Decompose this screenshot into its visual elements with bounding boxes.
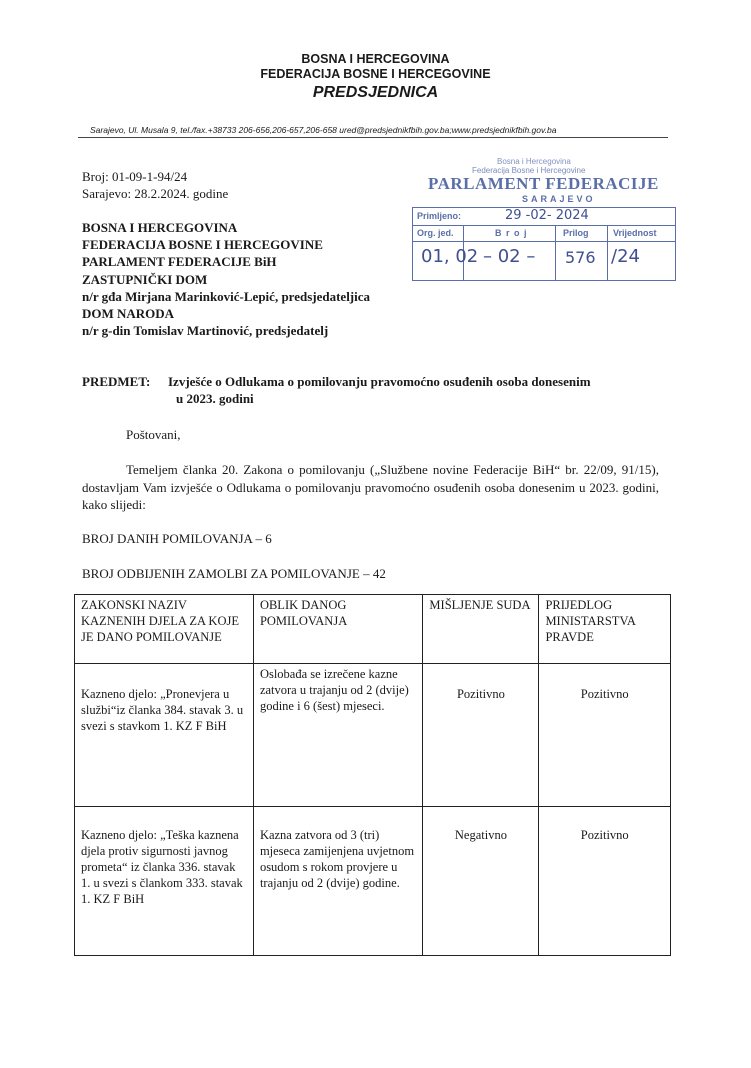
body-paragraph	[82, 461, 659, 514]
stamp-received-row	[413, 208, 675, 226]
body-text: Temeljem članka 20. Zakona o pomilovanju („Službene novine Federacije BiH“ br. 22/09, 91/15), dostavljam Vam izvješće o Odlukama o pomilovanju pravomoćno osuđenih osoba donesenim u 2023. godini, kako slijedi:	[82, 462, 659, 512]
table-cell-court-opinion: Pozitivno	[423, 664, 539, 807]
table-header-row	[75, 595, 671, 664]
letterhead-office: PREDSJEDNICA	[312, 84, 439, 101]
addressee-line: PARLAMENT FEDERACIJE BiH	[82, 254, 277, 270]
table-cell-pardon-form: Oslobađa se izrečene kazne zatvora u trajanju od 2 (dvije) godine i 6 (šest) mjeseci.	[253, 664, 422, 807]
stamp-divider	[555, 226, 556, 280]
table-cell-offence: Kazneno djelo: „Teška kaznena djela protiv sigurnosti javnog prometa“ iz članka 336. stavak 1. u svezi s člankom 333. stavak 1. KZ F BiH	[75, 807, 254, 956]
stamp-divider	[607, 226, 608, 280]
letterhead-federation: FEDERACIJA BOSNE I HERCEGOVINE	[260, 67, 491, 81]
reference-block	[82, 168, 228, 202]
addressee-line: n/r g-din Tomislav Martinović, predsjedatelj	[82, 323, 329, 339]
addressee-line: DOM NARODA	[82, 306, 175, 322]
stamp-parliament: PARLAMENT FEDERACIJE	[428, 174, 659, 193]
table-cell-ministry-proposal: Pozitivno	[539, 807, 671, 956]
stamp-federation: Federacija Bosne i Hercegovine	[472, 166, 586, 175]
subject-label: PREDMET:	[82, 374, 151, 389]
reference-number: Broj: 01-09-1-94/24	[82, 169, 188, 184]
stamp-handwritten-value: /24	[611, 246, 640, 267]
stamp-country: Bosna i Hercegovina	[497, 157, 571, 166]
addressee-line: ZASTUPNIČKI DOM	[82, 271, 208, 287]
stamp-received-date: 29 -02- 2024	[505, 208, 589, 223]
stamp-city: SARAJEVO	[522, 194, 596, 204]
letterhead	[0, 52, 751, 103]
addressee-block	[82, 219, 370, 339]
table-header-cell: OBLIK DANOG POMILOVANJA	[253, 595, 422, 664]
addressee-line: n/r gđa Mirjana Marinković-Lepić, predsjedateljica	[82, 288, 371, 304]
greeting: Poštovani,	[126, 427, 181, 442]
stamp-broj-label: B r o j	[495, 228, 528, 238]
table-cell-offence: Kazneno djelo: „Pronevjera u službi“iz članka 384. stavak 3. u svezi s stavkom 1. KZ F BiH	[75, 664, 254, 807]
subject-line2: u 2023. godini	[176, 391, 254, 406]
addressee-line: FEDERACIJA BOSNE I HERCEGOVINE	[82, 237, 323, 253]
table-cell-court-opinion: Negativno	[423, 807, 539, 956]
table-header-cell: ZAKONSKI NAZIV KAZNENIH DJELA ZA KOJE JE DANO POMILOVANJE	[75, 595, 254, 664]
subject-line1: Izvješće o Odlukama o pomilovanju pravomoćno osuđenih osoba donesenim	[168, 374, 591, 389]
stamp-org-label: Org. jed.	[417, 228, 454, 238]
stamp-register-box	[412, 207, 676, 281]
stamp-prilog-label: Prilog	[563, 228, 589, 238]
stamp-header-row	[413, 226, 675, 242]
reference-date: Sarajevo: 28.2.2024. godine	[82, 186, 229, 201]
stamp-handwritten-prilog: 576	[565, 248, 596, 267]
stamp-handwritten-broj: – 02 –	[483, 246, 536, 267]
letterhead-divider	[78, 137, 668, 138]
addressee-line: BOSNA I HERCEGOVINA	[82, 220, 238, 235]
stamp-value-label: Vrijednost	[613, 228, 657, 238]
table-header-cell: MIŠLJENJE SUDA	[423, 595, 539, 664]
table-cell-pardon-form: Kazna zatvora od 3 (tri) mjeseca zamijenjena uvjetnom osudom s rokom provjere u trajanju od 2 (dvije) godine.	[253, 807, 422, 956]
stamp-received-label: Primljeno:	[417, 211, 462, 221]
pardon-table	[74, 594, 671, 956]
table-row	[75, 807, 671, 956]
table-cell-ministry-proposal: Pozitivno	[539, 664, 671, 807]
received-stamp	[412, 157, 677, 285]
indent	[82, 462, 126, 477]
table-row	[75, 664, 671, 807]
rejected-count: BROJ ODBIJENIH ZAMOLBI ZA POMILOVANJE – 42	[82, 566, 386, 581]
letterhead-country: BOSNA I HERCEGOVINA	[301, 52, 450, 66]
letterhead-contact: Sarajevo, Ul. Musala 9, tel./fax.+38733 206-656,206-657,206-658 ured@predsjednikfbih.gov.ba;www.predsjednikfbih.gov.ba	[90, 125, 557, 135]
subject-block	[82, 373, 591, 407]
table-header-cell: PRIJEDLOG MINISTARSTVA PRAVDE	[539, 595, 671, 664]
stamp-handwritten-org: 01, 02	[421, 246, 479, 267]
granted-count: BROJ DANIH POMILOVANJA – 6	[82, 531, 272, 546]
